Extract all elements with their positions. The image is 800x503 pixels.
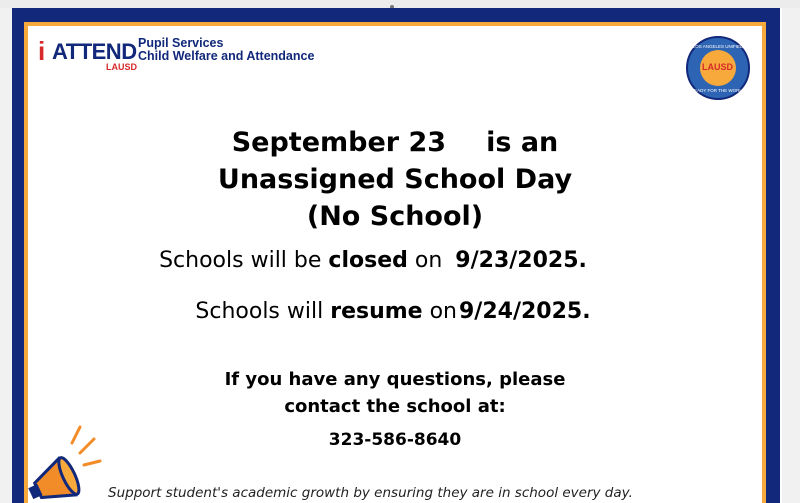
questions-text: [28, 366, 762, 420]
questions-line-1: If you have any questions, please: [224, 369, 566, 390]
seal-letters: LAUSD: [702, 62, 733, 72]
resume-date: 9/24/2025.: [459, 299, 591, 324]
headline-line-3: (No School): [306, 201, 484, 232]
closed-emphasis: closed: [328, 248, 408, 273]
tagline: Support student's academic growth by ensuring they are in school every day.: [108, 485, 633, 501]
headline: [28, 124, 762, 235]
closed-notice: [28, 248, 740, 273]
closed-prefix: Schools will be: [159, 248, 322, 273]
logo-i: i: [38, 36, 45, 66]
headline-line-1: [28, 124, 762, 161]
resume-prefix: Schools will: [195, 299, 324, 324]
headline-suffix: is an: [486, 127, 559, 158]
department-line-1: Pupil Services: [138, 36, 224, 50]
lausd-seal: [686, 36, 750, 100]
headline-line-2: Unassigned School Day: [217, 164, 573, 195]
viewer-top-bar: [0, 0, 800, 8]
logo-lausd: LAUSD: [106, 62, 137, 72]
logo-attend: ATTEND: [52, 39, 137, 64]
resume-notice: [28, 299, 760, 324]
department-line-2: Child Welfare and Attendance: [138, 49, 315, 63]
megaphone-icon: [28, 421, 118, 503]
headline-date: September 23: [231, 127, 447, 158]
closed-on: on: [414, 248, 443, 273]
resume-emphasis: resume: [330, 299, 423, 324]
flyer: [28, 26, 762, 503]
closed-date: 9/23/2025.: [455, 248, 587, 273]
phone-number: 323-586-8640: [328, 430, 462, 450]
questions-line-2: contact the school at:: [284, 396, 506, 417]
department-name: [138, 37, 314, 63]
viewer-left-margin: [0, 8, 12, 503]
resume-on: on: [429, 299, 457, 324]
viewer-right-margin: [782, 8, 800, 503]
seal-top-text: LOS ANGELES UNIFIED: [692, 44, 744, 49]
seal-bottom-text: READY FOR THE WORLD: [690, 88, 746, 93]
